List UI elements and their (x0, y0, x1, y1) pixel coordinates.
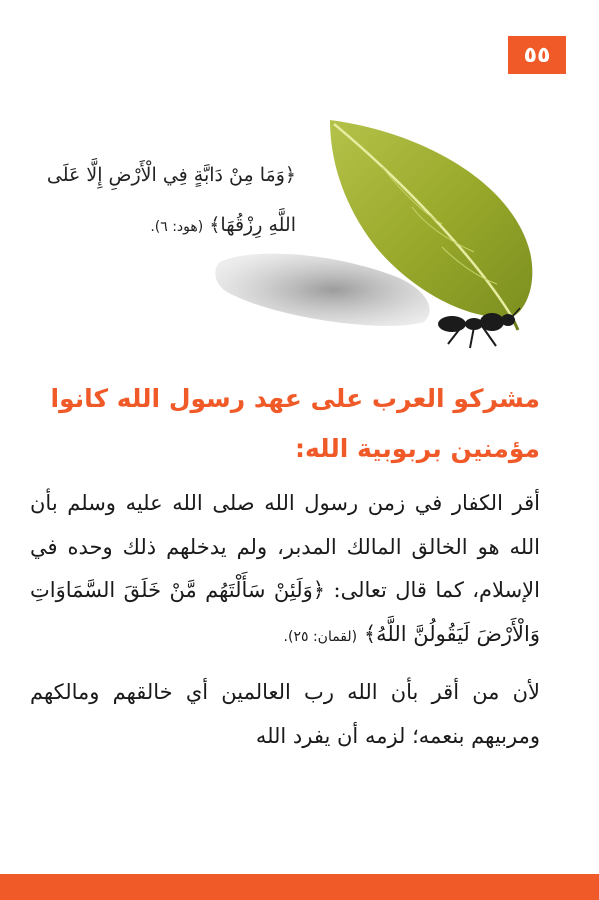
paragraph-1 (30, 482, 540, 659)
bottom-bar (0, 874, 599, 900)
body-text (30, 482, 540, 758)
page-number-badge: ٥٥ (508, 36, 566, 74)
verse-quote: ﴿وَمَا مِنْ دَابَّةٍ فِي الْأَرْضِ إِلَّا عَلَى اللَّهِ رِزْقُهَا﴾ (46, 164, 296, 236)
section-heading: مشركو العرب على عهد رسول الله كانوا مؤمنين بربوبية الله: (50, 384, 540, 463)
leaf-with-ant-icon (212, 112, 546, 362)
quote-source: (لقمان: ٢٥). (283, 628, 358, 645)
paragraph-1-intro: أقر الكفار في زمن رسول الله صلى الله عليه وسلم بأن الله هو الخالق المالك المدبر، ولم يدخلهم ذلك وحده في الإسلام، كما قال تعالى: (30, 491, 540, 602)
quran-quote: ﴿وَلَئِنْ سَأَلْتَهُم مَّنْ خَلَقَ السَّمَاوَاتِ وَالْأَرْضَ لَيَقُولُنَّ اللَّهُ﴾ (30, 578, 540, 646)
verse-reference: (هود: ٦). (150, 219, 204, 235)
paragraph-2: لأن من أقر بأن الله رب العالمين أي خالقهم ومالكهم ومربيهم بنعمه؛ لزمه أن يفرد الله (30, 680, 540, 748)
